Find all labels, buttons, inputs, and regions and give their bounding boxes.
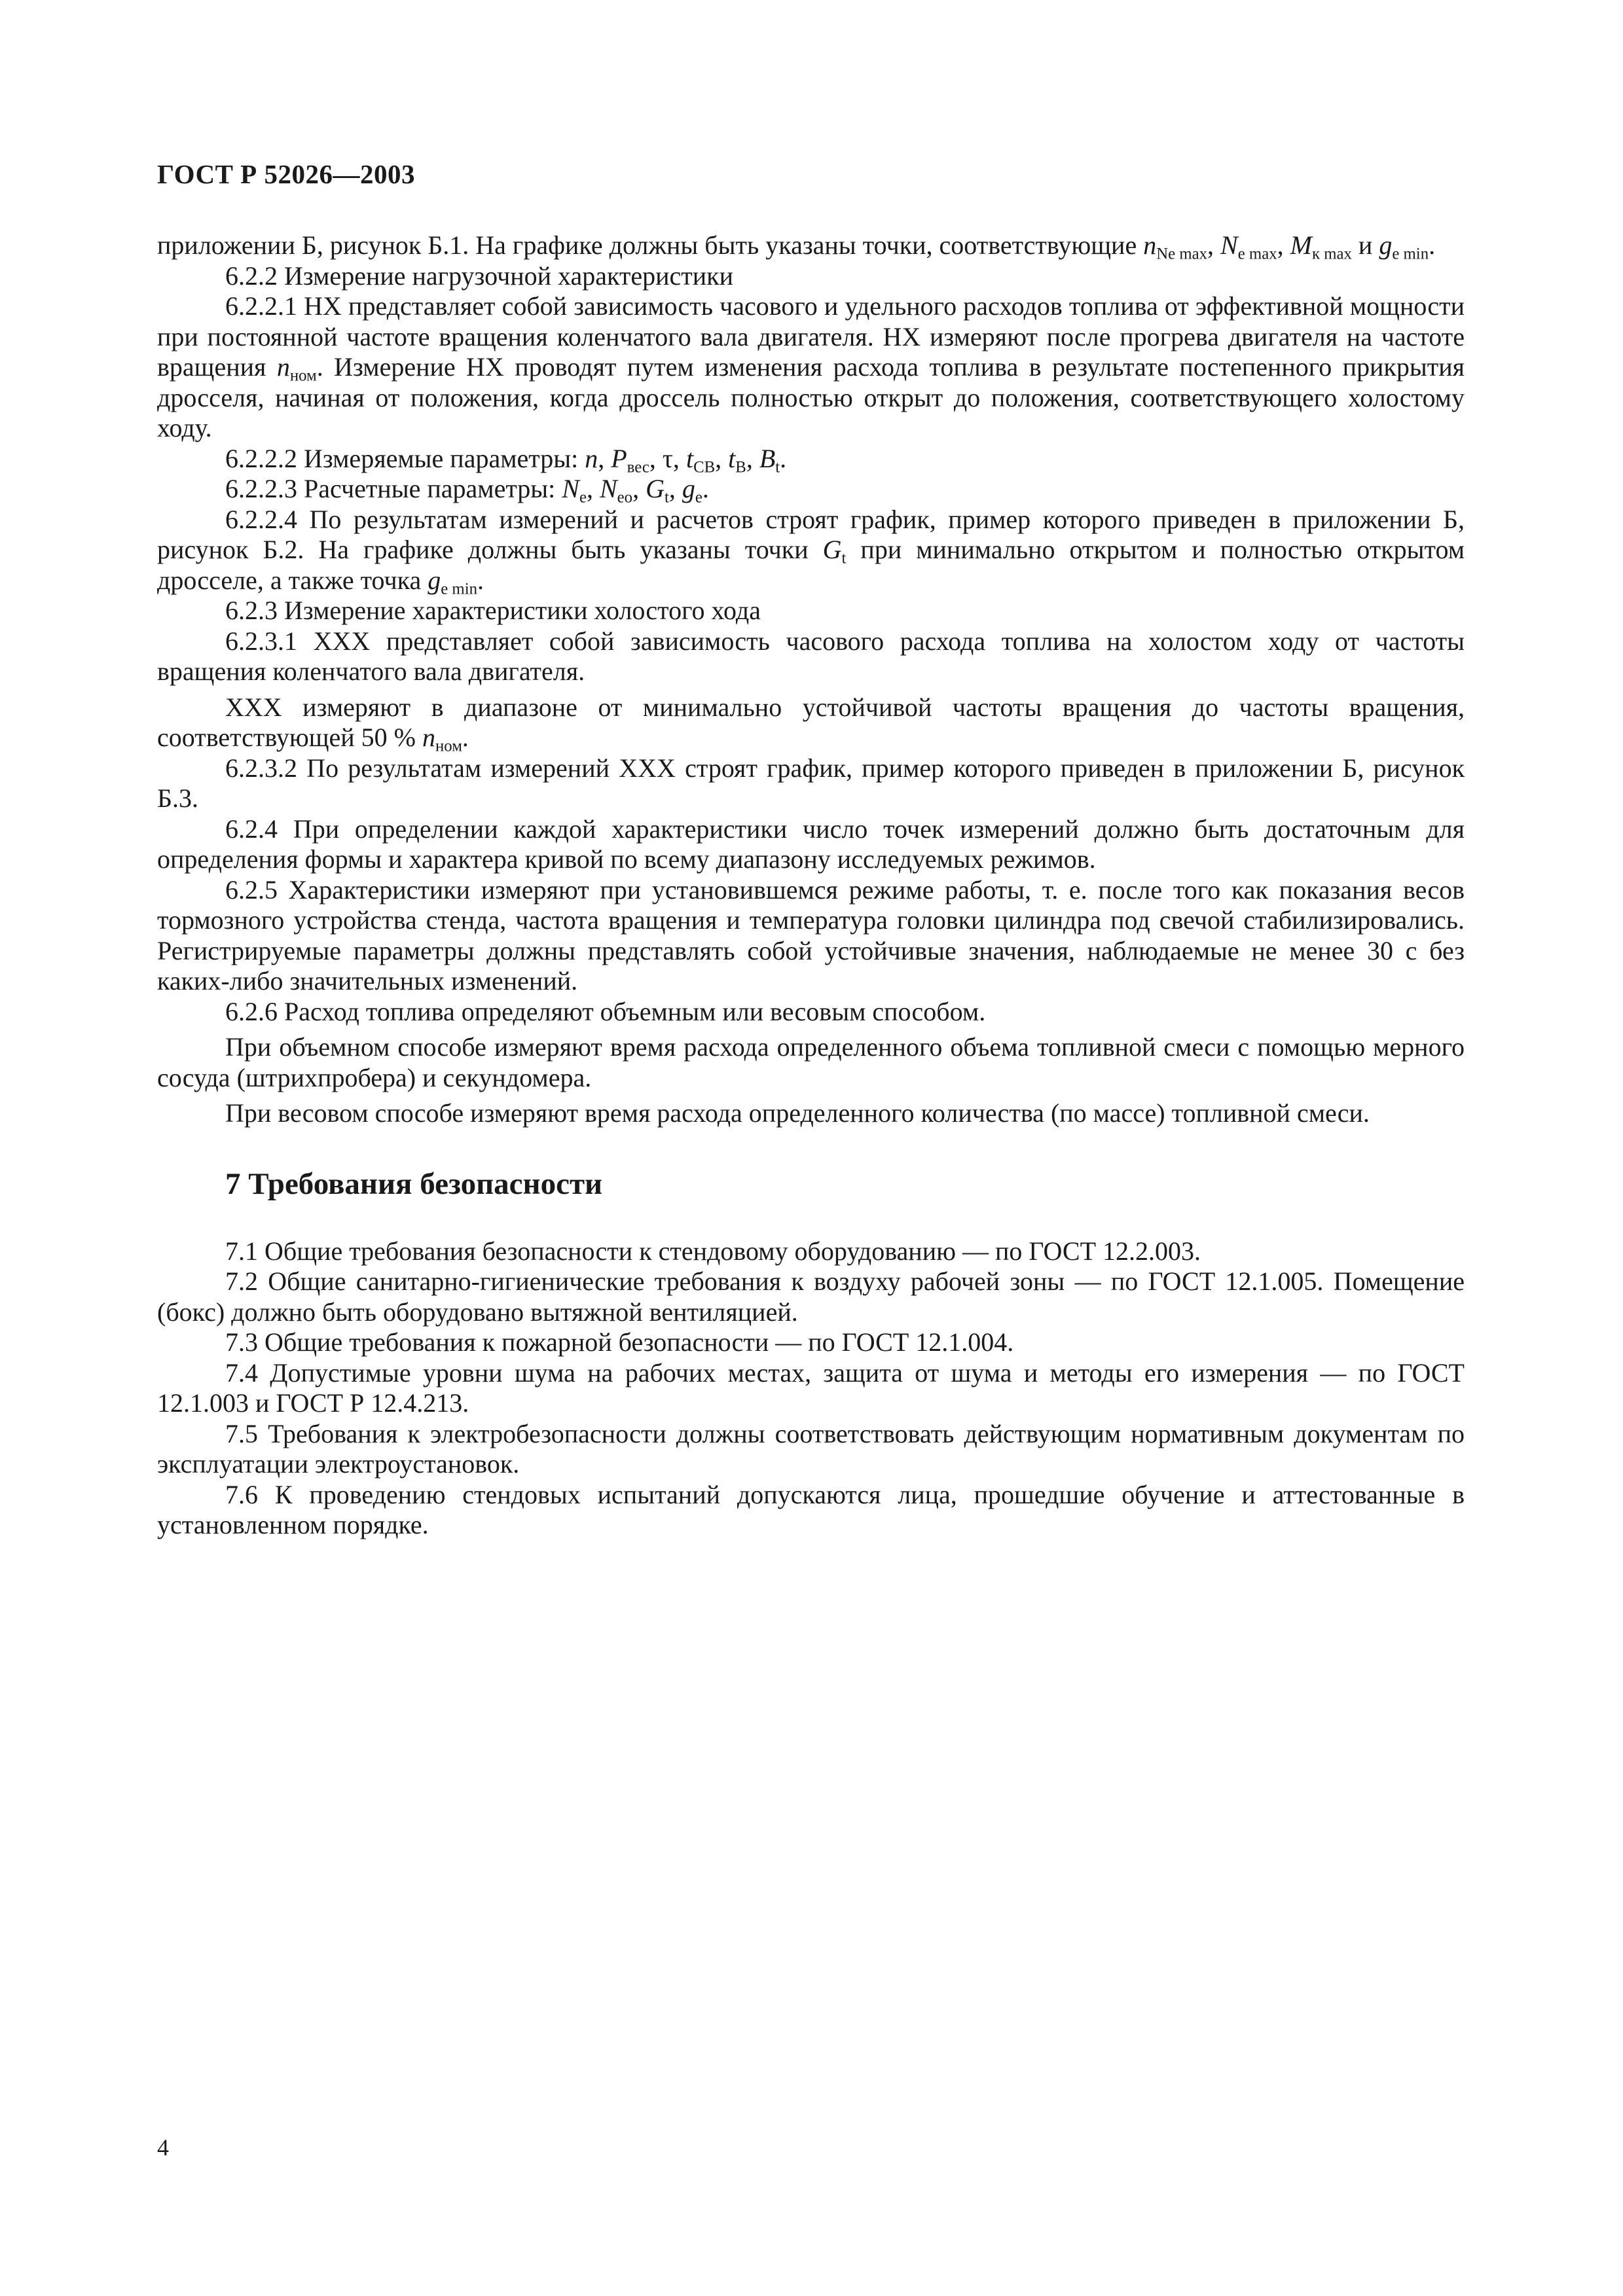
math-symbol: G [822,535,842,564]
math-subscript: В [735,457,746,476]
math-symbol: N [562,474,579,503]
page-number: 4 [157,2134,169,2161]
paragraph-volumetric-method: При объемном способе измеряют время расхода определенного объема топливной смеси с помощью мерного сосуда (штрихпробера) и секундомера. [157,1032,1465,1092]
math-symbol: N [1220,230,1238,260]
paragraph-6-2-2-2: 6.2.2.2 Измеряемые параметры: n, $P_{вес}$, τ, $t_{СВ}$, $t_В$, $B_t$. [225,443,787,476]
math-subscript: к max [1311,245,1352,263]
paragraph-6-2-3-2: 6.2.3.2 По результатам измерений ХХХ строят график, пример которого приведен в приложении Б, рисунок Б.3. [157,753,1465,813]
math-subscript: e [579,488,587,507]
math-subscript: t [664,488,669,507]
math-symbol: P [611,443,627,473]
math-subscript: t [841,549,847,567]
math-symbol: t [728,443,736,473]
paragraph-6-2-5: 6.2.5 Характеристики измеряют при установившемся режиме работы, т. е. после того как показания весов тормозного устройства стенда, частота вращения и температура головки цилиндра под свечой стабилизировались. Регистрируемые параметры должны представлять собой устойчивые значения, наблюдаемые не менее 30 с без каких-либо значительных изменений. [157,874,1465,996]
section-title: 7 Требования безопасности [225,1166,603,1201]
paragraph-7-2: 7.2 Общие санитарно-гигиенические требования к воздуху рабочей зоны — по ГОСТ 12.1.005. Помещение (бокс) должно быть оборудовано вытяжной вентиляцией. [157,1266,1465,1327]
math-symbol: n [585,443,598,473]
paragraph-6-2-2: 6.2.2 Измерение нагрузочной характеристики [225,260,734,291]
math-subscript: ном [289,367,317,385]
paragraph-7-5: 7.5 Требования к электробезопасности должны соответствовать действующим нормативным документам по эксплуатации электроустановок. [157,1418,1465,1479]
document-body [157,230,1465,1541]
math-subscript: вес [627,457,649,476]
math-symbol: g [428,565,441,595]
math-symbol: N [599,474,617,503]
document-id-header: ГОСТ Р 52026—2003 [157,159,415,189]
paragraph-continuation: приложении Б, рисунок Б.1. На графике должны быть указаны точки, соответствующие $n_{Ne max}$, $N_{e max}$, $M_{к max}$ и $g_{e min}$. [157,230,1436,263]
paragraph-6-2-3-1: 6.2.3.1 ХХХ представляет собой зависимость часового расхода топлива на холостом ходу от частоты вращения коленчатого вала двигателя. [157,626,1465,686]
math-subscript: Ne max [1156,245,1208,263]
math-symbol: B [759,443,776,473]
math-subscript: e min [441,579,477,598]
math-subscript: СВ [693,457,716,476]
paragraph-7-1: 7.1 Общие требования безопасности к стендовому оборудованию — по ГОСТ 12.2.003. [225,1236,1201,1266]
paragraph-6-2-2-4: 6.2.2.4 По результатам измерений и расчетов строят график, пример которого приведен в приложении Б, рисунок Б.2. На графике должны быть указаны точки $G_t$ при минимально открытом и полностью открытом дросселе, а также точка $g_{e min}$. [157,504,1465,598]
paragraph-xxx-range: ХХХ измеряют в диапазоне от минимально устойчивой частоты вращения до частоты вращения, соответствующей 50 % $n_{ном}$. [157,692,1465,755]
paragraph-6-2-2-1: 6.2.2.1 НХ представляет собой зависимость часового и удельного расходов топлива от эффективной мощности при постоянной частоте вращения коленчатого вала двигателя. НХ измеряют после прогрева двигателя на частоте вращения $n_{ном}$. Измерение НХ проводят путем изменения расхода топлива в результате постепенного прикрытия дросселя, начиная от положения, когда дроссель полностью открыт до положения, соответствующего холостому ходу. [157,291,1465,442]
math-symbol: g [682,474,695,503]
paragraph-6-2-3: 6.2.3 Измерение характеристики холостого хода [225,596,761,625]
math-symbol: G [646,474,665,503]
math-subscript: e min [1392,245,1429,263]
math-symbol: n [422,723,435,752]
math-subscript: e max [1237,245,1277,263]
math-symbol: g [1379,230,1393,260]
paragraph-6-2-2-3: 6.2.2.3 Расчетные параметры: $N_e$, $N_{eo}$, $G_t$, $g_e$. [225,474,709,507]
paragraph-6-2-6: 6.2.6 Расход топлива определяют объемным или весовым способом. [225,996,986,1026]
paragraph-7-3: 7.3 Общие требования к пожарной безопасности — по ГОСТ 12.1.004. [225,1327,1014,1357]
math-symbol: n [276,352,290,382]
math-subscript: t [775,457,780,476]
math-subscript: ном [435,737,462,755]
math-symbol: n [1143,230,1157,260]
paragraph-7-6: 7.6 К проведению стендовых испытаний допускаются лица, прошедшие обучение и аттестованные в установленном порядке. [157,1479,1465,1539]
math-subscript: e [695,488,702,507]
math-symbol: t [685,443,694,473]
paragraph-weight-method: При весовом способе измеряют время расхода определенного количества (по массе) топливной смеси. [225,1098,1370,1128]
math-symbol: M [1290,230,1312,260]
paragraph-7-4: 7.4 Допустимые уровни шума на рабочих местах, защита от шума и методы его измерения — по ГОСТ 12.1.003 и ГОСТ Р 12.4.213. [157,1357,1465,1418]
math-subscript: eo [617,488,633,507]
paragraph-6-2-4: 6.2.4 При определении каждой характеристики число точек измерений должно быть достаточным для определения формы и характера кривой по всему диапазону исследуемых режимов. [157,814,1465,874]
